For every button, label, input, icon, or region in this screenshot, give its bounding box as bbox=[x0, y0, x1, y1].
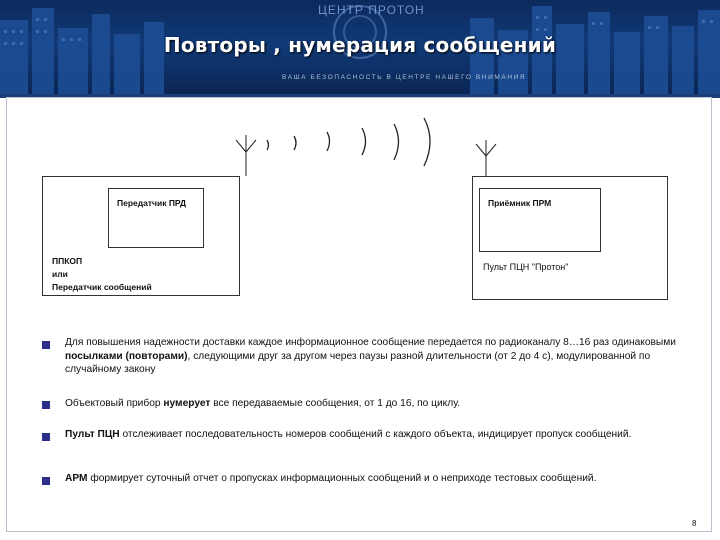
list-item: Для повышения надежности доставки каждое информационное сообщение передается по радиоканалу 8…16 раз одинаковыми посылками (повторами), следующими друг за другом через паузы разной длительности (от 2 до 4 с), модулированной по случайному закону bbox=[65, 337, 676, 375]
list-item: АРМ формирует суточный отчет о пропусках информационных сообщений и о неприходе тестовых сообщений. bbox=[65, 473, 597, 484]
list-item: Объектовый прибор нумерует все передаваемые сообщения, от 1 до 16, по циклу. bbox=[65, 398, 461, 409]
transmitter-label: Передатчик ПРД bbox=[117, 198, 187, 208]
ppkop-label-line3: Передатчик сообщений bbox=[52, 282, 152, 292]
transmitter-antenna-icon bbox=[236, 135, 256, 176]
console-label: Пульт ПЦН "Протон" bbox=[483, 262, 569, 272]
radio-waves-icon bbox=[267, 118, 430, 166]
transmitter-box bbox=[108, 188, 204, 248]
list-item: Пульт ПЦН отслеживает последовательность номеров сообщений с каждого объекта, индицирует пропуск сообщений. bbox=[65, 429, 632, 440]
receiver-label: Приёмник ПРМ bbox=[488, 198, 552, 208]
header-banner bbox=[0, 0, 720, 98]
page-number: 8 bbox=[692, 519, 697, 528]
radio-diagram bbox=[24, 110, 688, 310]
receiver-antenna-icon bbox=[476, 140, 496, 176]
tagline: ВАША БЕЗОПАСНОСТЬ В ЦЕНТРЕ НАШЕГО ВНИМАНИЯ bbox=[282, 74, 527, 81]
ppkop-label-line1: ППКОП bbox=[52, 256, 83, 266]
ppkop-label-line2: или bbox=[52, 269, 68, 279]
slide-title: Повторы , нумерация сообщений bbox=[163, 33, 557, 57]
logo-text: ЦЕНТР ПРОТОН bbox=[318, 3, 425, 17]
